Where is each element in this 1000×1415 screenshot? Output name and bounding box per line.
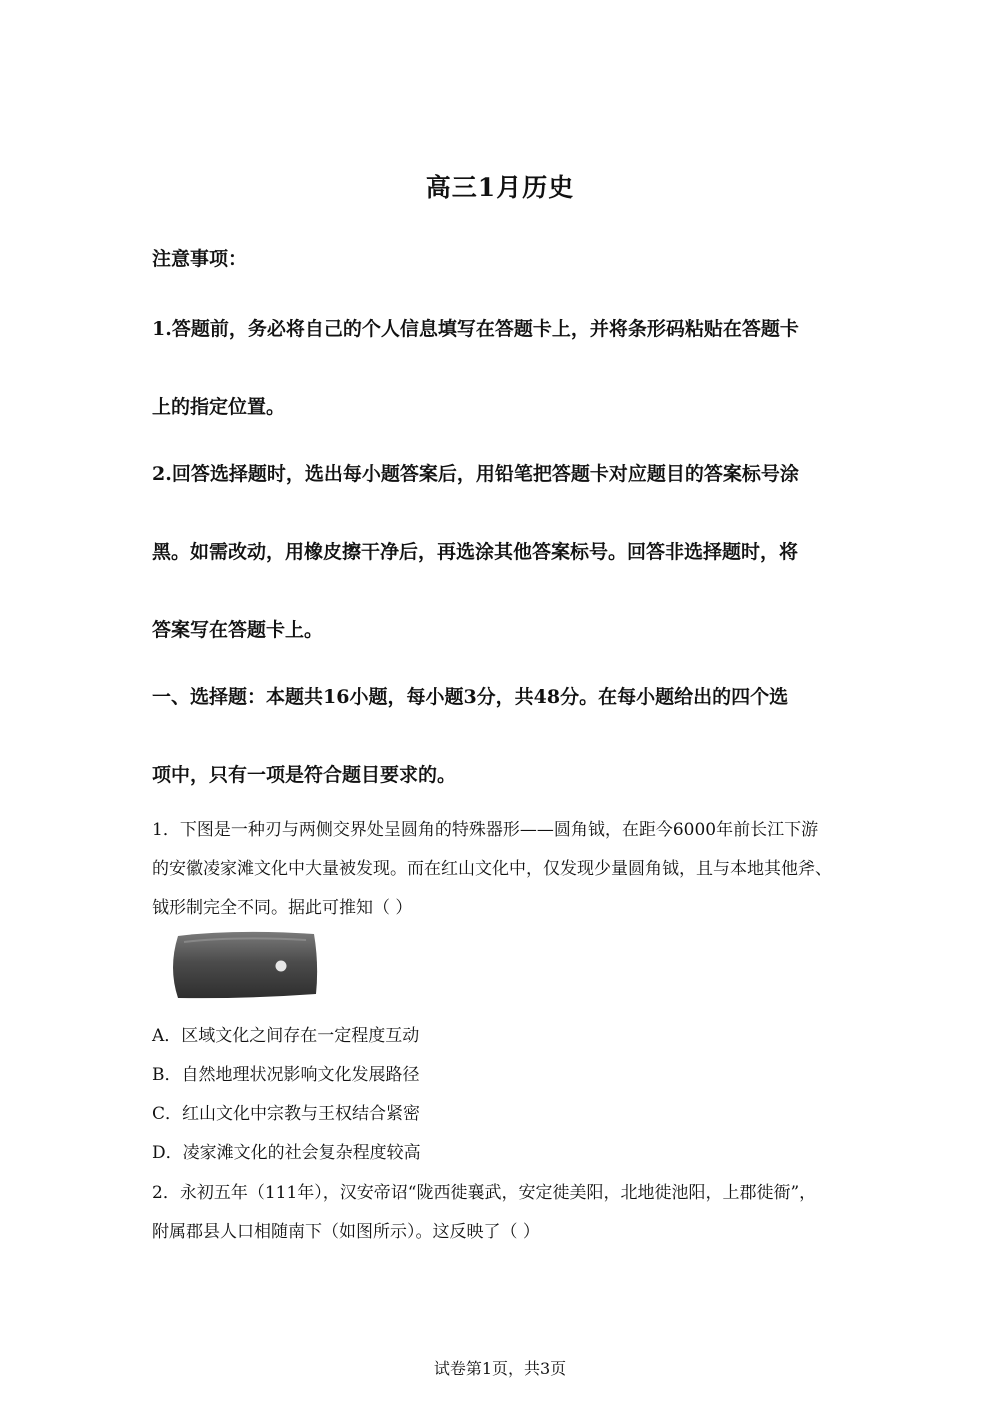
question-2-stem: 附属郡县人口相随南下（如图所示）。这反映了（ ） [152,1222,540,1242]
question-1-stem: 1．下图是一种刃与两侧交界处呈圆角的特殊器形——圆角钺，在距今6000年前长江下游 [152,820,819,840]
question-1-stem: 的安徽凌家滩文化中大量被发现。而在红山文化中，仅发现少量圆角钺，且与本地其他斧、 [152,859,832,879]
notice-line: 上的指定位置。 [152,396,286,418]
option-d: D．凌家滩文化的社会复杂程度较高 [152,1143,421,1163]
notice-line: 答案写在答题卡上。 [152,619,324,641]
notice-line: 黑。如需改动，用橡皮擦干净后，再选涂其他答案标号。回答非选择题时，将 [152,541,799,563]
page-title: 高三1月历史 [425,173,575,202]
option-b: B．自然地理状况影响文化发展路径 [152,1065,420,1085]
option-a: A．区域文化之间存在一定程度互动 [152,1026,420,1046]
option-c: C．红山文化中宗教与王权结合紧密 [152,1104,421,1124]
question-1-stem: 钺形制完全不同。据此可推知（ ） [152,898,413,918]
section-heading: 项中，只有一项是符合题目要求的。 [152,764,457,786]
question-2-stem: 2．永初五年（111年），汉安帝诏“陇西徙襄武，安定徙美阳，北地徙池阳，上郡徙衙”， [152,1183,817,1203]
axe-artifact-image [166,928,322,1004]
notice-heading: 注意事项： [152,248,248,270]
page-footer: 试卷第1页，共3页 [433,1359,567,1378]
section-heading: 一、选择题：本题共16小题，每小题3分，共48分。在每小题给出的四个选 [152,686,789,708]
notice-line: 1.答题前，务必将自己的个人信息填写在答题卡上，并将条形码粘贴在答题卡 [152,318,799,340]
notice-line: 2.回答选择题时，选出每小题答案后，用铅笔把答题卡对应题目的答案标号涂 [152,463,799,485]
